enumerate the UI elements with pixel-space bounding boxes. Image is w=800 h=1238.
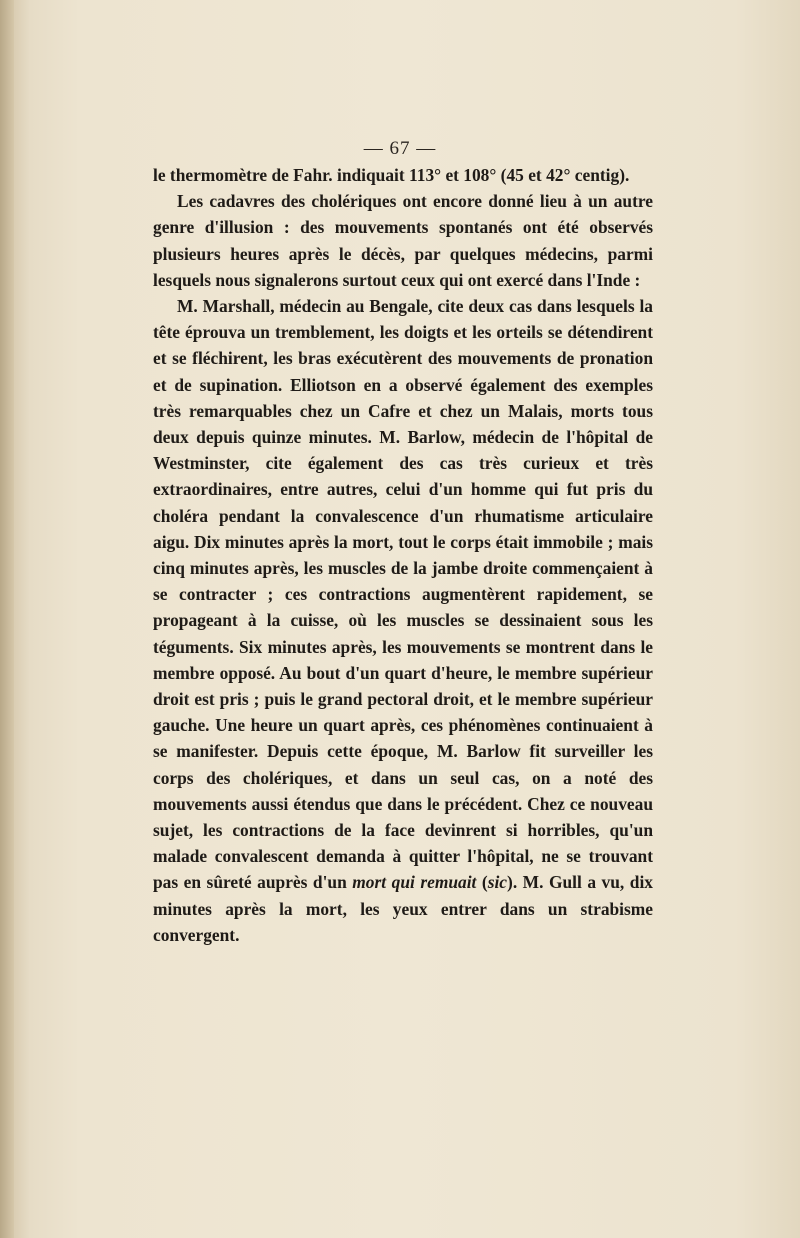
page-binding-edge xyxy=(0,0,14,1238)
paragraph-observations-text-3: ). M. Gull a vu, dix minutes après la mort, les yeux entrer dans un strabisme convergent. xyxy=(153,872,653,945)
page-number: — 67 — xyxy=(363,138,437,159)
paragraph-observations-text-1: M. Marshall, médecin au Bengale, cite deux cas dans lesquels la tête éprouva un tremblement, les doigts et les orteils se détendirent et se fléchirent, les bras exécutèrent des mouvements de pronation et de supination. Elliotson en a observé également des exemples très remarquables chez un Cafre et chez un Malais, morts tous deux depuis quinze minutes. M. Barlow, médecin de l'hôpital de Westminster, cite également des cas très curieux et très extraordinaires, entre autres, celui d'un homme qui fut pris du choléra pendant la convalescence d'un rhumatisme articulaire aigu. Dix minutes après la mort, tout le corps était immobile ; mais cinq minutes après, les muscles de la jambe droite commençaient à se contracter ; ces contractions augmentèrent rapidement, se propageant à la cuisse, où les muscles se dessinaient sous les téguments. Six minutes après, les mouvements se montrent dans le membre opposé. Au bout d'un quart d'heure, le membre supérieur droit est pris ; puis le grand pectoral droit, et le membre supérieur gauche. Une heure un quart après, ces phénomènes continuaient à se manifester. Depuis cette époque, M. Barlow fit surveiller les corps des cholériques, et dans un seul cas, on a noté des mouvements aussi étendus que dans le précédent. Chez ce nouveau sujet, les contractions de la face devinrent si horribles, qu'un malade convalescent demanda à quitter l'hôpital, ne se trouvant pas en sûreté auprès d'un xyxy=(153,296,653,893)
paragraph-illusion: Les cadavres des cholériques ont encore donné lieu à un autre genre d'illusion : des mouvements spontanés ont été observés plusieurs heures après le décès, par quelques médecins, parmi lesquels nous signalerons surtout ceux qui ont exercé dans l'Inde : xyxy=(153,191,653,290)
paragraph-continuation: le thermomètre de Fahr. indiquait 113° et 108° (45 et 42° centig). xyxy=(153,165,630,185)
italic-sic: sic xyxy=(487,872,508,893)
paragraph-observations-text-2: ( xyxy=(476,872,488,893)
paragraph-observations xyxy=(153,293,653,948)
body-text xyxy=(153,162,653,948)
italic-phrase: mort qui remuait xyxy=(352,872,477,893)
